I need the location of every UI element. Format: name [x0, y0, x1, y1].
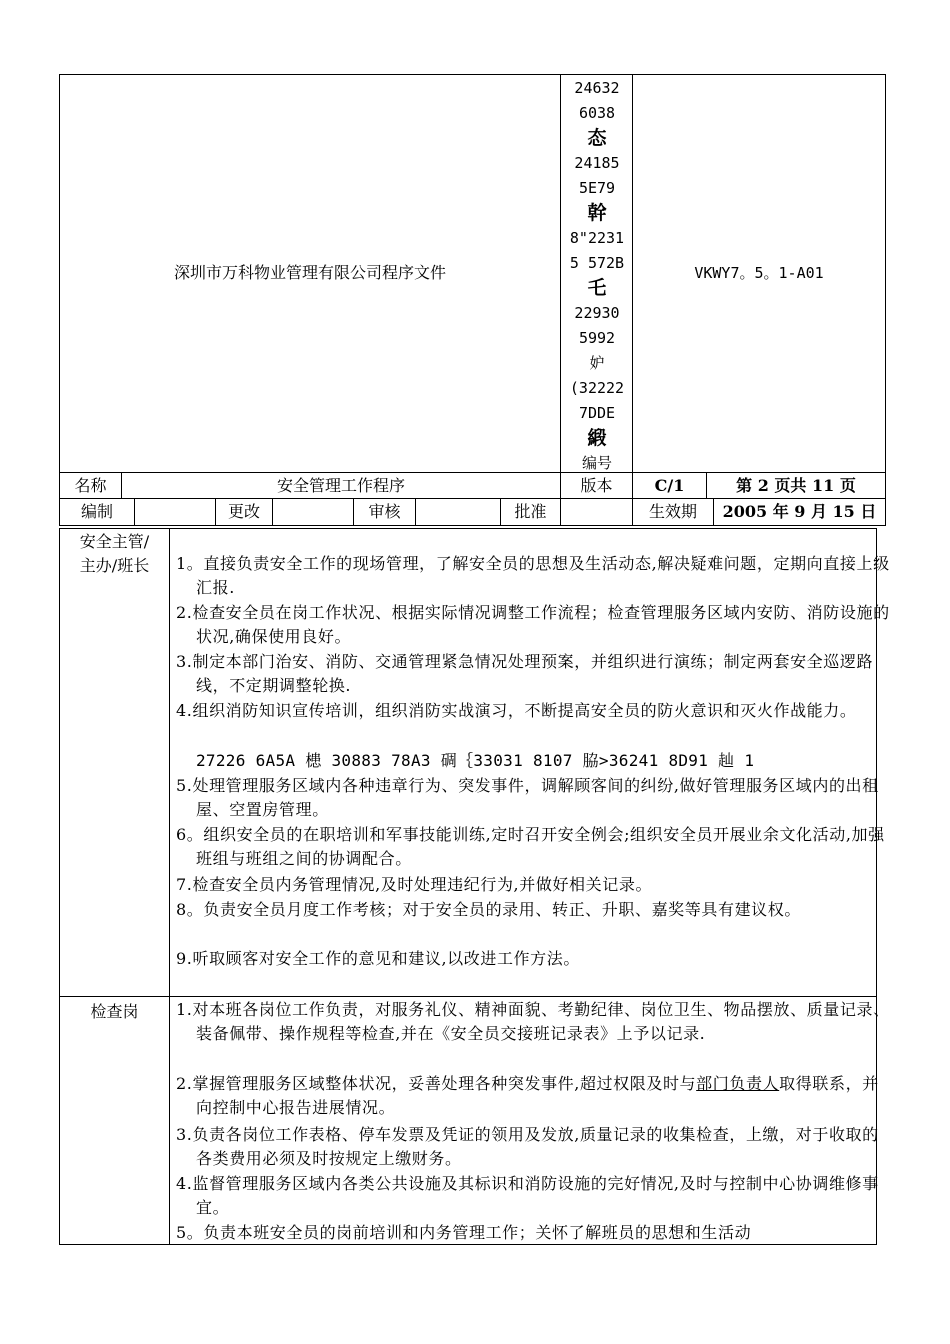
version-label: 版本: [580, 476, 613, 495]
role-cell: [60, 1000, 169, 1024]
rule: [59, 74, 886, 75]
rule: [59, 528, 60, 1245]
code-glyph: 緞: [587, 427, 607, 449]
effective-date: 2005 年 9 月 15 日: [722, 502, 877, 521]
duty-item: 2.掌握管理服务区域整体状况，妥善处理各种突发事件,超过权限及时与部门负责人取得联系，并向控制中心报告进展情况。: [176, 1074, 879, 1117]
duty-item: 7.检查安全员内务管理情况,及时处理违纪行为,并做好相关记录。: [176, 875, 653, 894]
code-column: [563, 76, 631, 476]
code-label: 编号: [581, 454, 612, 472]
name-value: 安全管理工作程序: [276, 476, 405, 495]
rule: [59, 996, 877, 997]
duty-item: 5。负责本班安全员的岗前培训和内务管理工作；关怀了解班员的思想和生活动: [176, 1223, 752, 1242]
code-line: 22930: [574, 304, 620, 322]
code-line: 5E79: [578, 179, 616, 197]
role-cell: [60, 530, 169, 578]
name-label: 名称: [74, 476, 107, 495]
code-line: 7DDE: [578, 404, 616, 422]
rule: [59, 74, 60, 525]
duty-item: 2.检查安全员在岗工作状况、根据实际情况调整工作流程；检查管理服务区域内安防、消防设施的状况,确保使用良好。: [176, 603, 890, 646]
code-line: 24632: [574, 79, 620, 97]
rule: [272, 498, 273, 525]
rule: [169, 528, 170, 1245]
page-info: 第 2 页共 11 页: [736, 476, 856, 495]
role-label: 检查岗: [90, 1002, 139, 1021]
duty-item: 9.听取顾客对安全工作的意见和建议,以改进工作方法。: [176, 949, 580, 968]
rule: [415, 498, 416, 525]
company-title: 深圳市万科物业管理有限公司程序文件: [173, 263, 446, 282]
duty-item: 4.监督管理服务区域内各类公共设施及其标识和消防设施的完好情况,及时与控制中心协调维修事宜。: [176, 1174, 879, 1217]
duty-item: 3.负责各岗位工作表格、停车发票及凭证的领用及发放,质量记录的收集检查，上缴，对于收取的各类费用必须及时按规定上缴财务。: [176, 1125, 879, 1168]
compile-label: 编制: [80, 502, 113, 521]
duty-item: 3.制定本部门治安、消防、交通管理紧急情况处理预案，并组织进行演练；制定两套安全巡逻路线，不定期调整轮换.: [176, 652, 874, 695]
code-line: 5 572B: [569, 254, 625, 272]
code-line: 5992: [578, 329, 616, 347]
rule: [59, 498, 886, 499]
code-line: 6038: [578, 104, 616, 122]
rule: [134, 498, 135, 525]
doc-number: VKWY7。5。1-A01: [694, 264, 824, 282]
duty-item: 1。直接负责安全工作的现场管理，了解安全员的思想及生活动态,解决疑难问题，定期向直接上级汇报.: [176, 554, 890, 597]
duty-item: 5.处理管理服务区域内各种违章行为、突发事件，调解顾客间的纠纷,做好管理服务区域内的出租屋、空置房管理。: [176, 776, 879, 819]
rule: [885, 74, 886, 525]
duty-item: 1.对本班各岗位工作负责，对服务礼仪、精神面貌、考勤纪律、岗位卫生、物品摆放、质量记录、装备佩带、操作规程等检查,并在《安全员交接班记录表》上予以记录.: [176, 1000, 890, 1043]
rule: [560, 74, 561, 499]
code-glyph: 态: [587, 127, 607, 149]
duty-item: 8。负责安全员月度工作考核；对于安全员的录用、转正、升职、嘉奖等具有建议权。: [176, 900, 801, 919]
rule: [560, 498, 561, 525]
rule: [59, 525, 886, 526]
underlined-text: 部门负责人: [696, 1074, 780, 1093]
code-line: 8"2231: [569, 229, 625, 247]
role-label: 安全主管/: [79, 532, 150, 551]
code-glyph: 妒: [589, 354, 605, 372]
effective-label: 生效期: [648, 502, 697, 521]
rule: [59, 528, 877, 529]
role-label: 主办/班长: [79, 556, 150, 575]
rule: [632, 74, 633, 499]
code-line: 24185: [574, 154, 620, 172]
review-label: 审核: [368, 502, 401, 521]
rule: [59, 472, 886, 473]
duty-item: 4.组织消防知识宣传培训，组织消防实战演习，不断提高安全员的防火意识和灭火作战能力。: [176, 701, 857, 720]
garbled-code-line: 27226 6A5A 槵 30883 78A3 碉｛33031 8107 脇>36241 8D91 赸 1: [196, 751, 755, 770]
code-glyph: 幹: [587, 202, 607, 224]
rule: [59, 1244, 877, 1245]
version-value: C/1: [654, 476, 685, 495]
change-label: 更改: [227, 502, 260, 521]
approve-label: 批准: [514, 502, 547, 521]
code-line: (32222: [569, 379, 625, 397]
duty-item: 6。组织安全员的在职培训和军事技能训练,定时召开安全例会;组织安全员开展业余文化活动,加强班组与班组之间的协调配合。: [176, 825, 885, 868]
code-glyph: 乇: [587, 277, 607, 299]
